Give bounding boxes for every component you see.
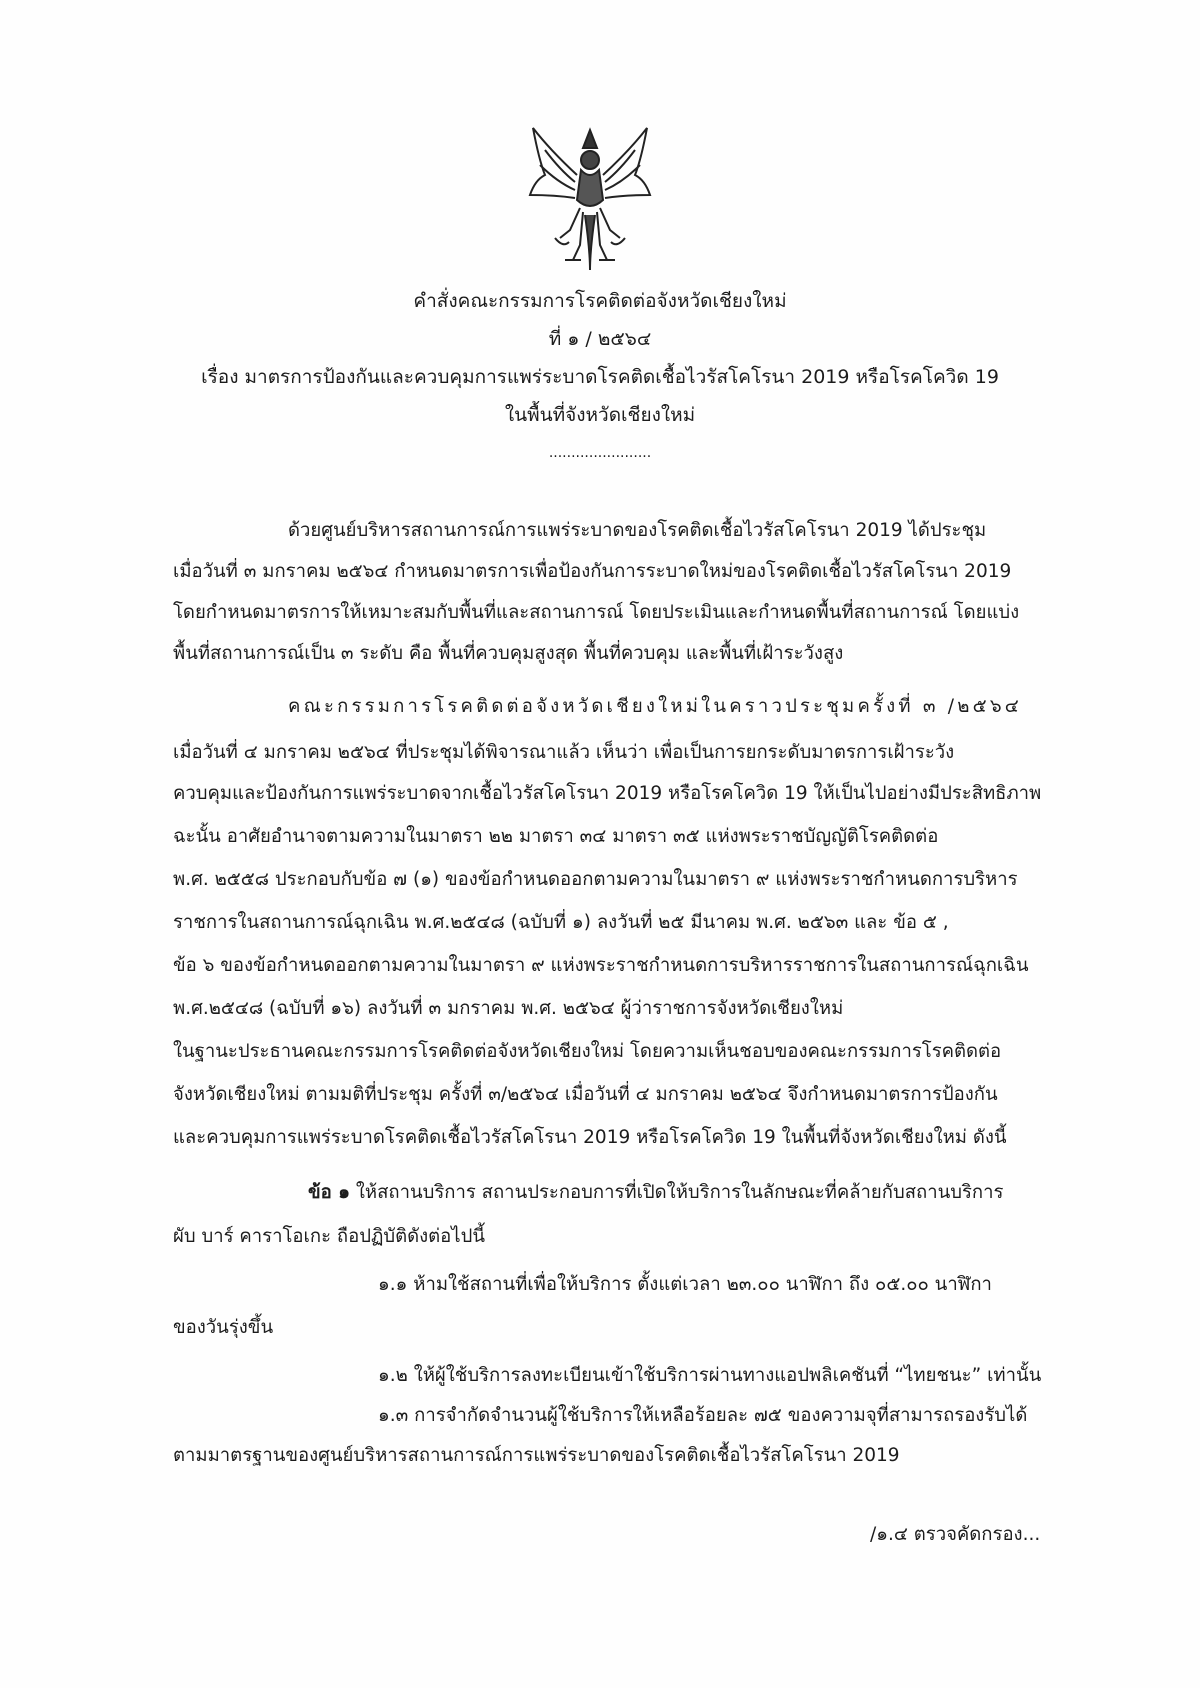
clause1-line1 <box>308 1180 1003 1206</box>
para2-line: ฉะนั้น อาศัยอำนาจตามความในมาตรา ๒๒ มาตรา ๓๔ มาตรา ๓๕ แห่งพระราชบัญญัติโรคติดต่อ <box>173 826 939 847</box>
para2-line: และควบคุมการแพร่ระบาดโรคติดเชื้อไวรัสโคโรนา 2019 หรือโรคโควิด 19 ในพื้นที่จังหวัดเชียงใหม่ ดังนี้ <box>173 1127 1007 1148</box>
clause1-line2: ผับ บาร์ คาราโอเกะ ถือปฏิบัติดังต่อไปนี้ <box>173 1226 485 1247</box>
para1-line: โดยกำหนดมาตรการให้เหมาะสมกับพื้นที่และสถานการณ์ โดยประเมินและกำหนดพื้นที่สถานการณ์ โดยแบ่ง <box>173 602 1020 623</box>
para2-line: จังหวัดเชียงใหม่ ตามมติที่ประชุม ครั้งที่ ๓/๒๕๖๔ เมื่อวันที่ ๔ มกราคม ๒๕๖๔ จึงกำหนดมาตรการป้องกัน <box>173 1084 998 1105</box>
para2-line: เมื่อวันที่ ๔ มกราคม ๒๕๖๔ ที่ประชุมได้พิจารณาแล้ว เห็นว่า เพื่อเป็นการยกระดับมาตรการเฝ้าระวัง <box>173 742 955 763</box>
separator-dots: ....................... <box>548 445 652 461</box>
para1-line: เมื่อวันที่ ๓ มกราคม ๒๕๖๔ กำหนดมาตรการเพื่อป้องกันการระบาดใหม่ของโรคติดเชื้อไวรัสโคโรนา 2019 <box>173 561 1012 582</box>
para1-line: ด้วยศูนย์บริหารสถานการณ์การแพร่ระบาดของโรคติดเชื้อไวรัสโคโรนา 2019 ได้ประชุม <box>288 520 987 541</box>
order-title: คำสั่งคณะกรรมการโรคติดต่อจังหวัดเชียงใหม่ <box>413 290 787 312</box>
order-number: ที่ ๑ / ๒๕๖๔ <box>548 328 652 350</box>
subclause-1-1: ๑.๑ ห้ามใช้สถานที่เพื่อให้บริการ ตั้งแต่เวลา ๒๓.๐๐ นาฬิกา ถึง ๐๕.๐๐ นาฬิกา <box>378 1274 992 1295</box>
subclause-1-2: ๑.๒ ให้ผู้ใช้บริการลงทะเบียนเข้าใช้บริการผ่านทางแอปพลิเคชันที่ “ไทยชนะ” เท่านั้น <box>378 1365 1042 1386</box>
clause1-text: ให้สถานบริการ สถานประกอบการที่เปิดให้บริการในลักษณะที่คล้ายกับสถานบริการ <box>355 1182 1004 1203</box>
para2-line: พ.ศ. ๒๕๕๘ ประกอบกับข้อ ๗ (๑) ของข้อกำหนดออกตามความในมาตรา ๙ แห่งพระราชกำหนดการบริหาร <box>173 869 1018 890</box>
subclause-1-1-cont: ของวันรุ่งขึ้น <box>173 1317 274 1338</box>
para2-line: คณะกรรมการโรคติดต่อจังหวัดเชียงใหม่ในคราวประชุมครั้งที่ ๓ /๒๕๖๔ <box>288 696 1022 717</box>
subclause-1-3: ๑.๓ การจำกัดจำนวนผู้ใช้บริการให้เหลือร้อยละ ๗๕ ของความจุที่สามารถรองรับได้ <box>378 1405 1028 1426</box>
para1-line: พื้นที่สถานการณ์เป็น ๓ ระดับ คือ พื้นที่ควบคุมสูงสุด พื้นที่ควบคุม และพื้นที่เฝ้าระวังสูง <box>173 643 844 664</box>
para2-line: พ.ศ.๒๕๔๘ (ฉบับที่ ๑๖) ลงวันที่ ๓ มกราคม พ.ศ. ๒๕๖๔ ผู้ว่าราชการจังหวัดเชียงใหม่ <box>173 998 844 1019</box>
garuda-emblem-icon <box>525 120 655 280</box>
para2-line: ราชการในสถานการณ์ฉุกเฉิน พ.ศ.๒๕๔๘ (ฉบับที่ ๑) ลงวันที่ ๒๕ มีนาคม พ.ศ. ๒๕๖๓ และ ข้อ ๕ , <box>173 912 949 933</box>
para2-line: ในฐานะประธานคณะกรรมการโรคติดต่อจังหวัดเชียงใหม่ โดยความเห็นชอบของคณะกรรมการโรคติดต่อ <box>173 1041 1002 1062</box>
order-subject-line1: เรื่อง มาตรการป้องกันและควบคุมการแพร่ระบาดโรคติดเชื้อไวรัสโคโรนา 2019 หรือโรคโควิด 19 <box>201 366 999 388</box>
continuation-text: /๑.๔ ตรวจคัดกรอง... <box>870 1524 1041 1545</box>
order-subject-line2: ในพื้นที่จังหวัดเชียงใหม่ <box>504 404 696 426</box>
para2-line: ข้อ ๖ ของข้อกำหนดออกตามความในมาตรา ๙ แห่งพระราชกำหนดการบริหารราชการในสถานการณ์ฉุกเฉิน <box>173 955 1029 976</box>
para2-line: ควบคุมและป้องกันการแพร่ระบาดจากเชื้อไวรัสโคโรนา 2019 หรือโรคโควิด 19 ให้เป็นไปอย่างมีประสิทธิภาพ <box>173 783 1042 804</box>
subclause-1-3-cont: ตามมาตรฐานของศูนย์บริหารสถานการณ์การแพร่ระบาดของโรคติดเชื้อไวรัสโคโรนา 2019 <box>173 1445 900 1466</box>
clause1-label: ข้อ ๑ <box>308 1182 350 1203</box>
